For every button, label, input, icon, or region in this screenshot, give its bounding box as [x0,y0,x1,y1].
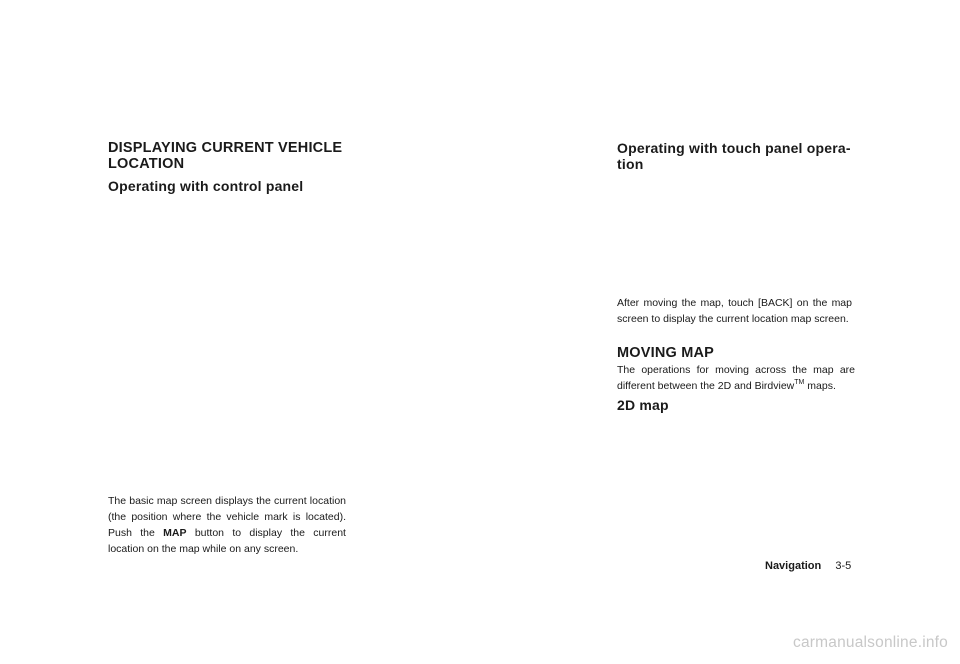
watermark-logo: carmanualsonline.info [793,634,948,651]
footer-page-number: 3-5 [835,560,852,572]
current-location-paragraph [108,493,346,557]
moving-map-paragraph [617,362,855,394]
section-title-line1: DISPLAYING CURRENT VEHICLE [108,140,343,156]
back-paragraph: After moving the map, touch [BACK] on the map screen to display the current location map screen. [617,297,852,325]
touch-title-line1: Operating with touch panel opera- [617,140,851,156]
section-title-line2: LOCATION [108,156,185,172]
page-footer [765,560,851,572]
subsection-title-touch-panel [617,140,851,172]
subsection-title-control-panel: Operating with control panel [108,178,304,194]
paragraph-text-before: The basic map screen displays the current location (the position where the vehicle mark is located). Push the [108,495,346,539]
subsection-title-2d-map: 2D map [617,397,669,413]
touch-title-line2: tion [617,156,644,172]
moving-text-before: The operations for moving across the map are different between the 2D and Birdview [617,364,855,392]
trademark-symbol: TM [794,379,805,386]
section-title [108,140,342,172]
footer-chapter: Navigation [765,560,822,572]
moving-map-title: MOVING MAP [617,345,715,361]
paragraph-text-after: button to display the current location on the map while on any screen. [108,527,346,555]
moving-text-after: maps. [807,380,836,392]
map-button-reference: MAP [163,527,187,539]
